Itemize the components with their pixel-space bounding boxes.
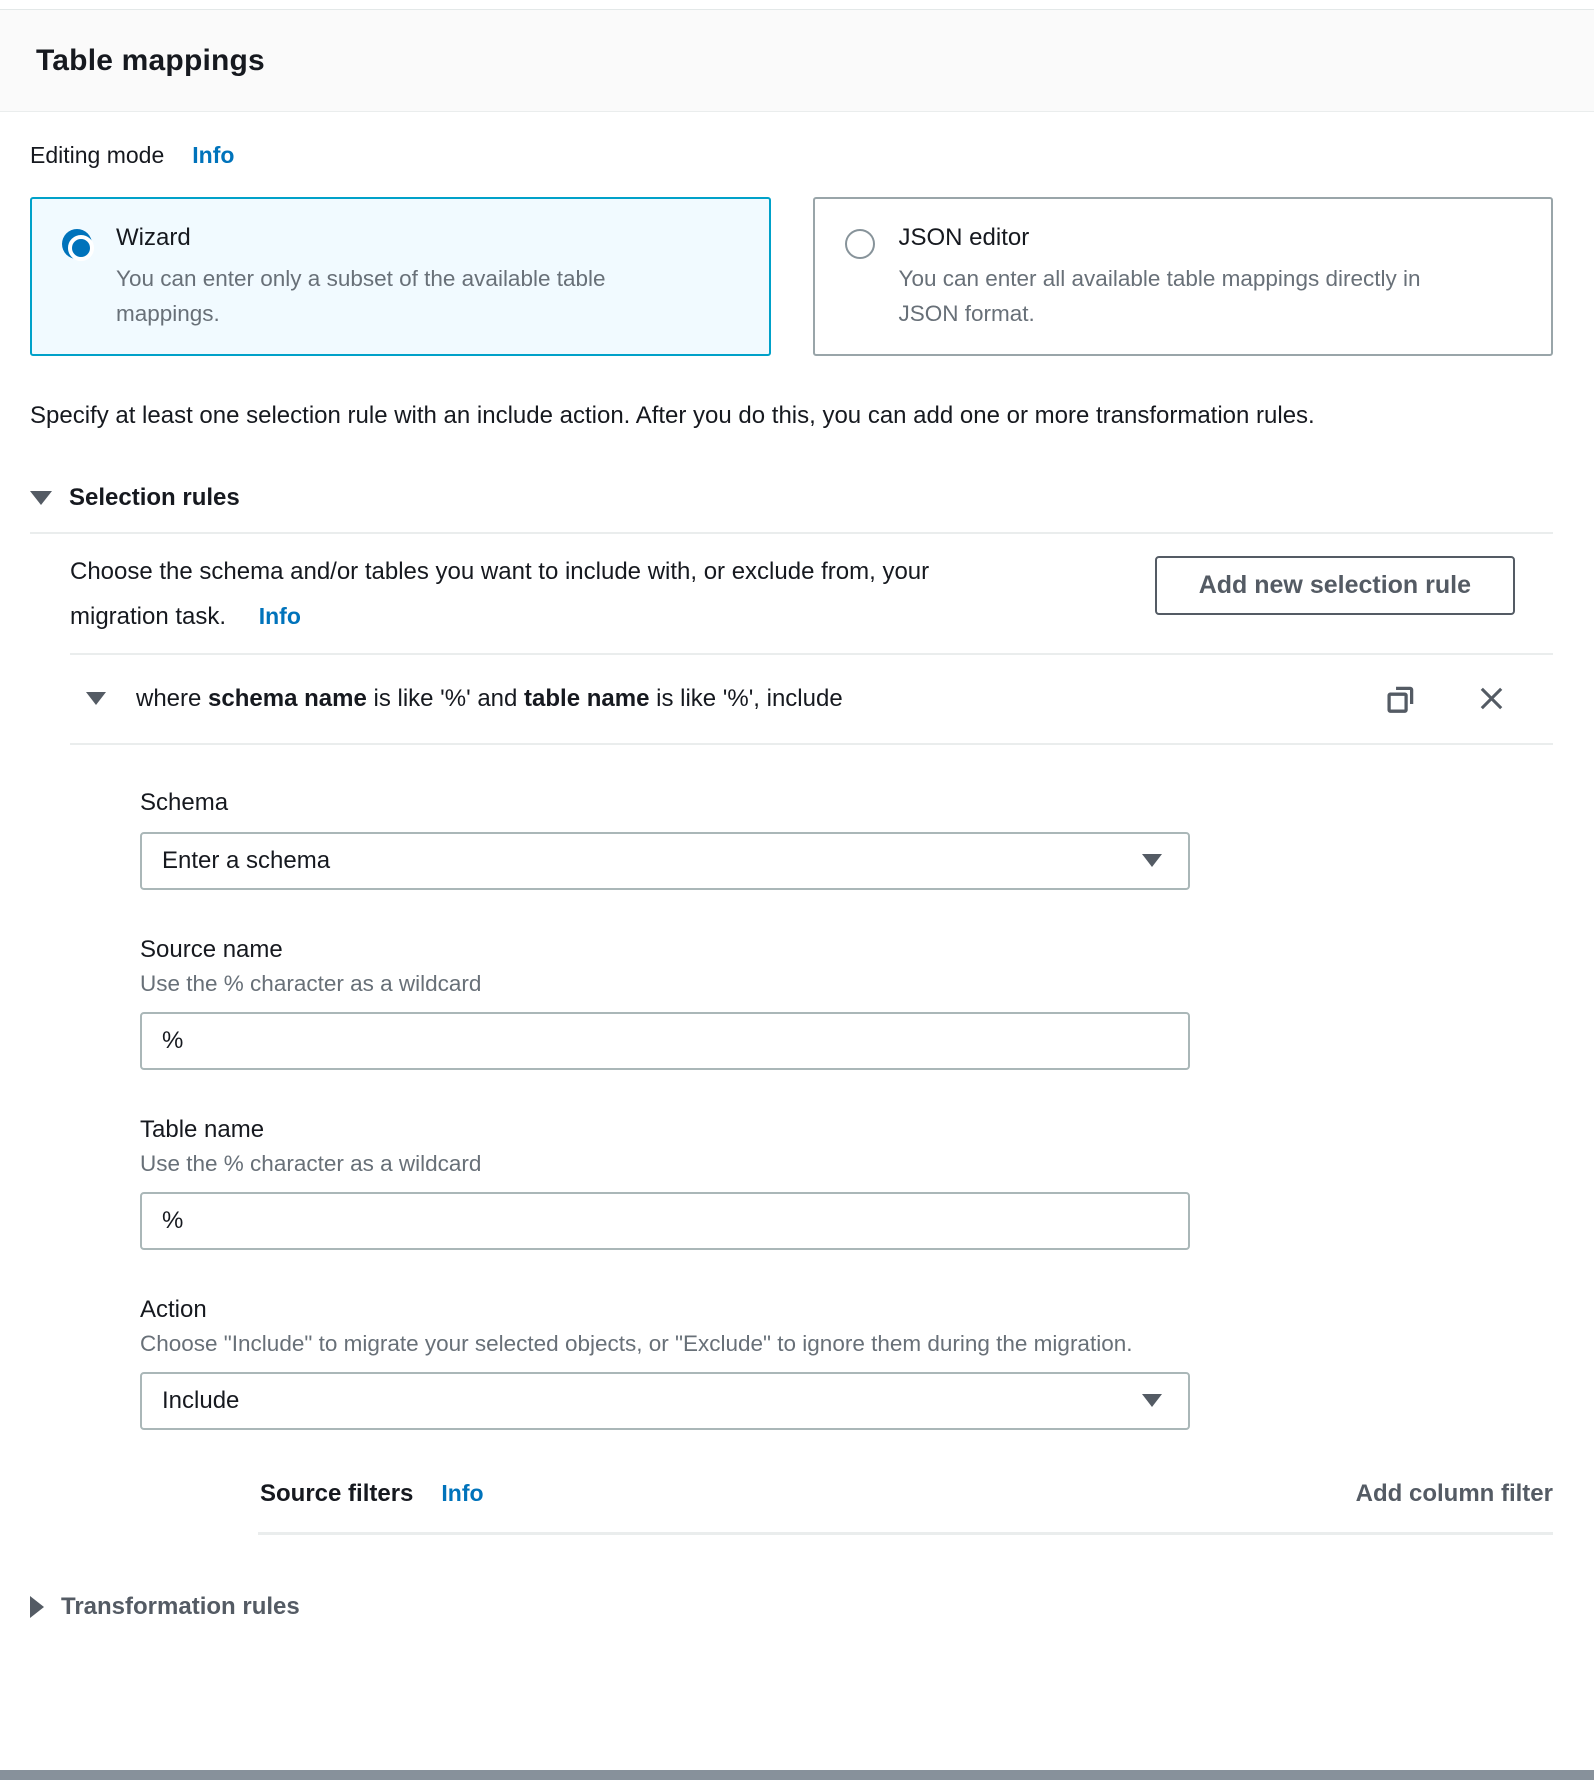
wizard-option-label: Wizard [116,224,191,251]
table-name-input[interactable] [140,1192,1190,1250]
selection-rules-info-link[interactable]: Info [258,602,301,629]
rule-summary [136,685,843,713]
rule-summary-mid: is like '%' and [366,684,525,712]
selection-rules-title: Selection rules [69,484,240,512]
source-filters-info-link[interactable]: Info [441,1479,484,1506]
radio-selected-icon[interactable] [62,229,92,259]
add-column-filter-button[interactable]: Add column filter [1355,1479,1553,1507]
selection-rules-intro-text: Specify at least one selection rule with an include action. After you do this, you can add one or more transformation rules. [30,401,1315,429]
source-name-hint: Use the % character as a wildcard [140,970,482,996]
panel-header [0,9,1594,112]
editing-mode-option-wizard[interactable] [30,197,771,356]
table-name-hint: Use the % character as a wildcard [140,1150,482,1176]
schema-select[interactable] [140,832,1190,890]
editing-mode-option-json-editor[interactable] [813,197,1554,356]
selection-rules-section-toggle[interactable] [30,484,1553,512]
json-editor-option-description: You can enter all available table mappings directly in JSON format. [898,266,1421,326]
chevron-down-icon [1142,1394,1162,1407]
json-editor-option-label: JSON editor [898,224,1030,251]
action-select-value: Include [162,1386,240,1414]
source-filters-label: Source filters [260,1479,414,1507]
source-name-label: Source name [140,935,283,963]
rule-summary-schema-name: schema name [208,684,367,712]
remove-rule-icon[interactable] [1476,683,1507,714]
radio-unselected-icon[interactable] [845,229,875,259]
divider [30,532,1553,534]
editing-mode-tiles [30,197,1553,356]
rule-header-row [30,655,1553,743]
bottom-scroll-bar [0,1770,1594,1780]
transformation-rules-section-toggle[interactable] [30,1593,1553,1621]
chevron-down-icon [1142,854,1162,867]
source-filters-row [260,1480,1553,1508]
rule-actions [1384,682,1507,716]
selection-rule [30,653,1553,1535]
selection-rules-description [30,550,955,639]
action-select[interactable] [140,1372,1190,1430]
editing-mode-info-link[interactable]: Info [192,142,235,168]
duplicate-rule-icon[interactable] [1384,682,1418,716]
wizard-option-text [116,224,608,332]
action-label: Action [140,1295,207,1323]
editing-mode-label: Editing mode [30,142,165,168]
json-editor-option-text [899,224,1429,332]
divider [70,743,1553,745]
selection-rules-header-row [30,550,1553,639]
schema-select-value: Enter a schema [162,846,331,874]
action-hint: Choose "Include" to migrate your selected objects, or "Exclude" to ignore them during the migration. [140,1330,1133,1356]
page-title: Table mappings [36,43,265,77]
divider [258,1532,1553,1535]
rule-summary-prefix: where [136,684,209,712]
transformation-rules-title: Transformation rules [61,1592,300,1620]
chevron-down-icon [30,491,52,505]
panel-content [0,142,1594,1621]
wizard-option-description: You can enter only a subset of the available table mappings. [116,266,606,326]
table-name-label: Table name [140,1115,265,1143]
add-selection-rule-button[interactable]: Add new selection rule [1155,556,1515,615]
rule-summary-suffix: is like '%', include [649,684,843,712]
chevron-right-icon [30,1596,44,1618]
source-name-input[interactable] [140,1012,1190,1070]
editing-mode-row [30,142,1553,169]
selection-rules-description-text: Choose the schema and/or tables you want to include with, or exclude from, your migration task. [70,558,930,630]
rule-form [30,789,1553,1535]
rule-summary-table-name: table name [524,684,650,712]
chevron-down-icon[interactable] [86,692,106,705]
schema-label: Schema [140,788,229,816]
